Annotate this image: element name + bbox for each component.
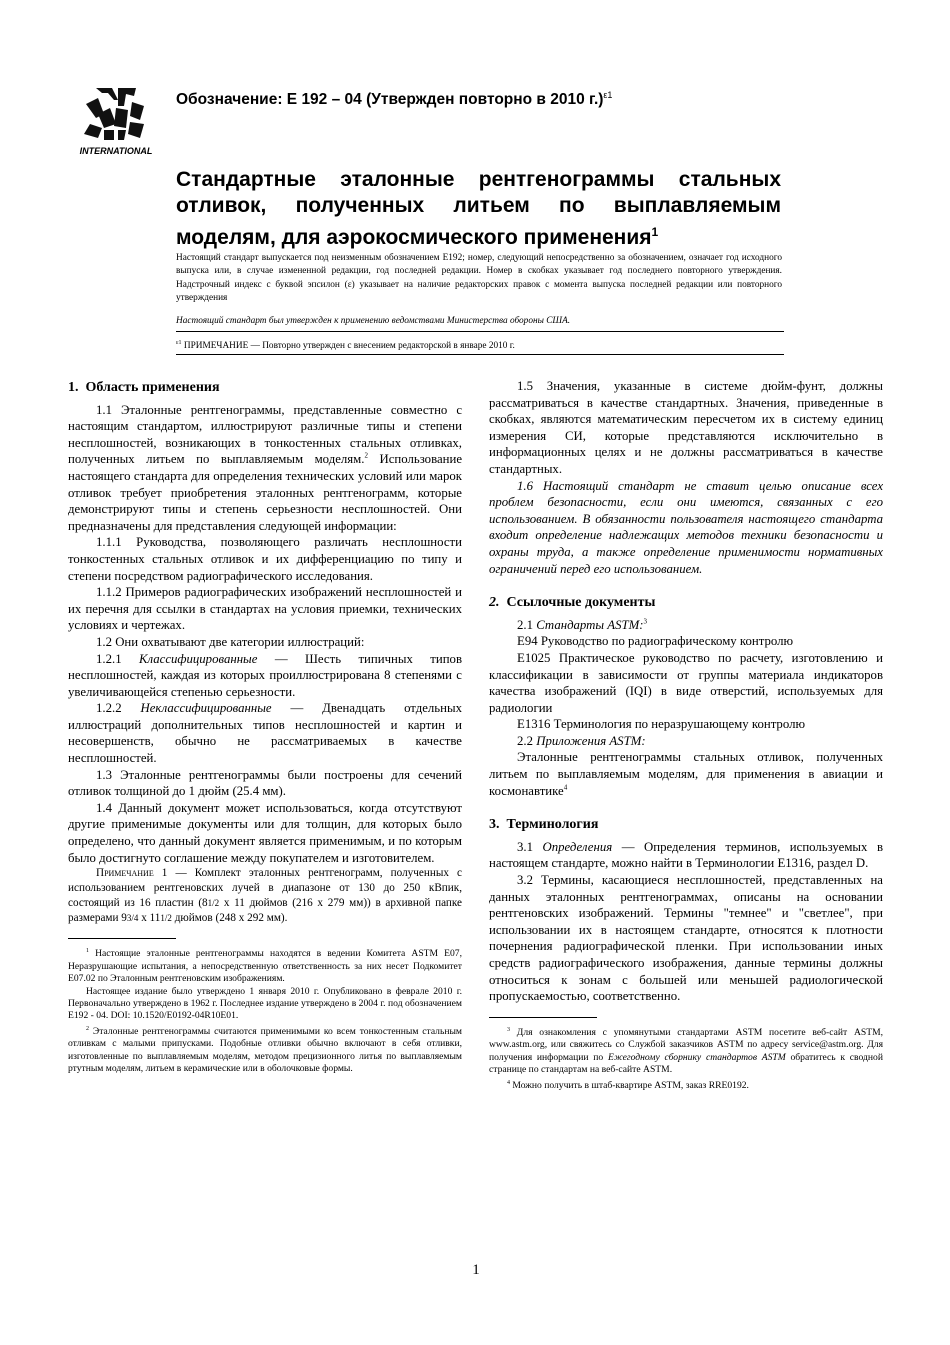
footnote-2: $^2$ Эталонные рентгенограммы считаются применимыми ко всем тонкостенным стальным отливкам с малыми припусками. Подобные отливки обычно включают в себя отливки, изготовленные по выплавляемым моделям, методом прецизионного литья по выплавляемым ртутным моделям, литьем в керамические или в оболочковые формы.: [68, 1025, 462, 1075]
paragraph-1-4: 1.4 Данный документ может использоваться, когда отсутствуют другие применимые документы или для толщин, для которых было определено, что данный документ является применимым, и по которым было достигнуто соглашение между покупателем и изготовителем.: [68, 800, 462, 865]
paragraph-1-2: 1.2 Они охватывают две категории иллюстраций:: [96, 634, 365, 649]
issue-note: Настоящий стандарт выпускается под неизменным обозначением E192; номер, следующий непосредственно за обозначением, означает год исходного выпуска или, в случае измененной редакции, год последней редакции. Номер в скобках указывает год последнего повторного утверждения. Надстрочный индекс с буквой эпсилон (ε) указывает на наличие редакторских правок с момента выпуска последней редакции или повторного утверждения: [176, 253, 782, 303]
footnote-3: $^3$ Для ознакомления с упомянутыми стандартами ASTM посетите веб-сайт ASTM, www.astm.org, или свяжитесь со Службой заказчиков ASTM по адресу service@astm.org. Для получения информации по Ежегодному сборнику стандартов ASTM обратитесь к сводной странице по стандартам на веб-сайте ASTM.: [489, 1026, 883, 1076]
section-heading-references: 2. Ссылочные документы: [489, 595, 656, 611]
paragraph-1-5: 1.5 Значения, указанные в системе дюйм-фунт, должны рассматриваться в качестве стандартных. Значения, приведенные в скобках, являются математическим пересчетом их в систему единиц измерения СИ, которые представляются исключительно в информационных целях и не должны рассматриваться в качестве стандартных.: [489, 379, 883, 476]
footnote-4: $^4$ Можно получить в штаб-квартире ASTM, заказ RRE0192.: [507, 1079, 749, 1091]
astm-logo: [74, 84, 158, 158]
paragraph-1-6: 1.6 Настоящий стандарт не ставит целью описание всех проблем безопасности, если они имеются, связанных с его использованием. В обязанности пользователя настоящего стандарта входит определение надлежащих методов техники безопасности и охраны труда, а также определение применимости нормативных ограничений перед его использованием.: [489, 478, 883, 576]
footnote-ref-2: 2: [364, 452, 368, 461]
footnote-1: $^1$ Настоящие эталонные рентгенограммы находятся в ведении Комитета ASTM E07, Неразрушающие испытания, а непосредственную ответственность за них несет Подкомитет E07.02 по Эталонным рентгеновским изображениям.: [68, 948, 462, 985]
reference-e94: E94 Руководство по радиографическому контролю: [517, 634, 794, 649]
paragraph-3-2: 3.2 Термины, касающиеся несплошностей, представленных на данных эталонных рентгенограммах, описаны на основании рентгеновских изображений. Термины "темнее" и "светлее", при использовании их в настоящем стандарте, относятся к плотности почернения радиографической пленки. При использовании иных средств радиографического изображения, данные термины должны относиться к зонам с большей или меньшей радиологической пропускаемостью, соответственно.: [489, 873, 883, 1004]
adjunct-reference: Эталонные рентгенограммы стальных отливок, полученных литьем по выплавляемым моделям, для применения в авиации и космонавтике$^4$: [489, 750, 883, 798]
paragraph-2-2: 2.2 Приложения ASTM:: [517, 733, 646, 748]
title-footnote-mark: 1: [651, 225, 659, 239]
paragraph-1-1-2: 1.1.2 Примеров радиографических изображений несплошностей и их перечня для ссылки в стандартах на условия приемки, технических условиях и чертежах.: [68, 585, 462, 633]
paragraph-1-3: 1.3 Эталонные рентгенограммы были построены для сечений отливок толщиной до 1 дюйм (25.4 мм).: [68, 767, 462, 799]
section-heading-scope: 1. Область применения: [68, 380, 220, 395]
paragraph-3-1: 3.1 Определения — Определения терминов, используемых в настоящем стандарте, можно найти в Терминологии E1316, раздел D.: [489, 839, 883, 871]
right-column: [489, 378, 883, 1092]
section-heading-terminology: 3. Терминология: [489, 817, 599, 833]
paragraph-1-1: 1.1 Эталонные рентгенограммы, представленные совместно с настоящим стандартом, иллюстрируют различные типы и степени несплошностей, возникающих в тонкостенных стальных отливках, полученных литьем по выплавляемым моделям.$^2$ Использование настоящего стандарта для определения технических условий или марок отливок требует приобретения эталонных рентгенограмм, которые демонстрируют типы и степень серьезности несплошностей. Они предназначены для представления следующей информации:: [68, 402, 463, 533]
document-title: [176, 167, 781, 251]
divider: [176, 331, 784, 332]
editorial-note-mark: ε1: [176, 340, 182, 346]
title-text: Стандартные эталонные рентгенограммы стальных отливок, полученных литьем по выплавляемым моделям, для аэрокосмического применения: [176, 168, 781, 249]
paragraph-1-2-2: 1.2.2 Неклассифицированные — Двенадцать отдельных иллюстраций дополнительных типов несплошностей и картин и несовершенств, обычно не рассматриваемых в качестве несплошностей.: [68, 701, 462, 766]
designation-superscript: ε1: [603, 90, 613, 100]
note-1: Примечание 1 — Комплект эталонных рентгенограмм, полученных с использованием рентгеновских лучей в диапазоне от 130 до 250 кВпик, состоящий из 16 пластин (81/2 x 11 дюймов (216 x 279 мм)) в архивной папке размерами 93/4 x 111/2 дюймов (248 x 292 мм).: [68, 867, 462, 925]
logo-subtext: INTERNATIONAL: [79, 146, 153, 156]
paragraph-2-1: 2.1 Стандарты ASTM:$^3$: [517, 617, 648, 632]
designation: [176, 90, 612, 109]
approval-note: Настоящий стандарт был утвержден к применению ведомствами Министерства обороны США.: [176, 316, 571, 326]
paragraph-1-2-1: 1.2.1 Классифицированные — Шесть типичных типов несплошностей, каждая из которых проиллюстрирована 8 степенями с увеличивающейся степенью серьезности.: [68, 651, 463, 699]
editorial-note-text: ПРИМЕЧАНИЕ — Повторно утвержден с внесением редакторской в январе 2010 г.: [181, 341, 515, 352]
footnote-1-edition: Настоящее издание было утверждено 1 января 2010 г. Опубликовано в феврале 2010 г. Первоначально утверждено в 1962 г. Последнее издание утверждено в 2004 г. под обозначением E192 - 04. DOI: 10.1520/E0192-04R10E01.: [68, 985, 462, 1022]
reference-e1316: E1316 Терминология по неразрушающему контролю: [517, 717, 806, 732]
designation-text: Обозначение: E 192 – 04 (Утвержден повторно в 2010 г.): [176, 91, 604, 109]
editorial-note: [176, 337, 782, 353]
footnote-divider: [68, 938, 176, 939]
paragraph-1-1-1: 1.1.1 Руководства, позволяющего различать несплошности тонкостенных стальных отливок и их дифференциацию по типу и степени посредством радиографического исследования.: [68, 535, 462, 583]
footnote-divider: [489, 1017, 597, 1018]
reference-e1025: E1025 Практическое руководство по расчету, изготовлению и классификации в зависимости от группы материала индикаторов качества изображений (IQI) в виде отверстий, используемых для радиологии: [489, 650, 883, 715]
left-column: [68, 378, 462, 1076]
divider: [176, 354, 784, 355]
page-number: 1: [472, 1262, 480, 1278]
